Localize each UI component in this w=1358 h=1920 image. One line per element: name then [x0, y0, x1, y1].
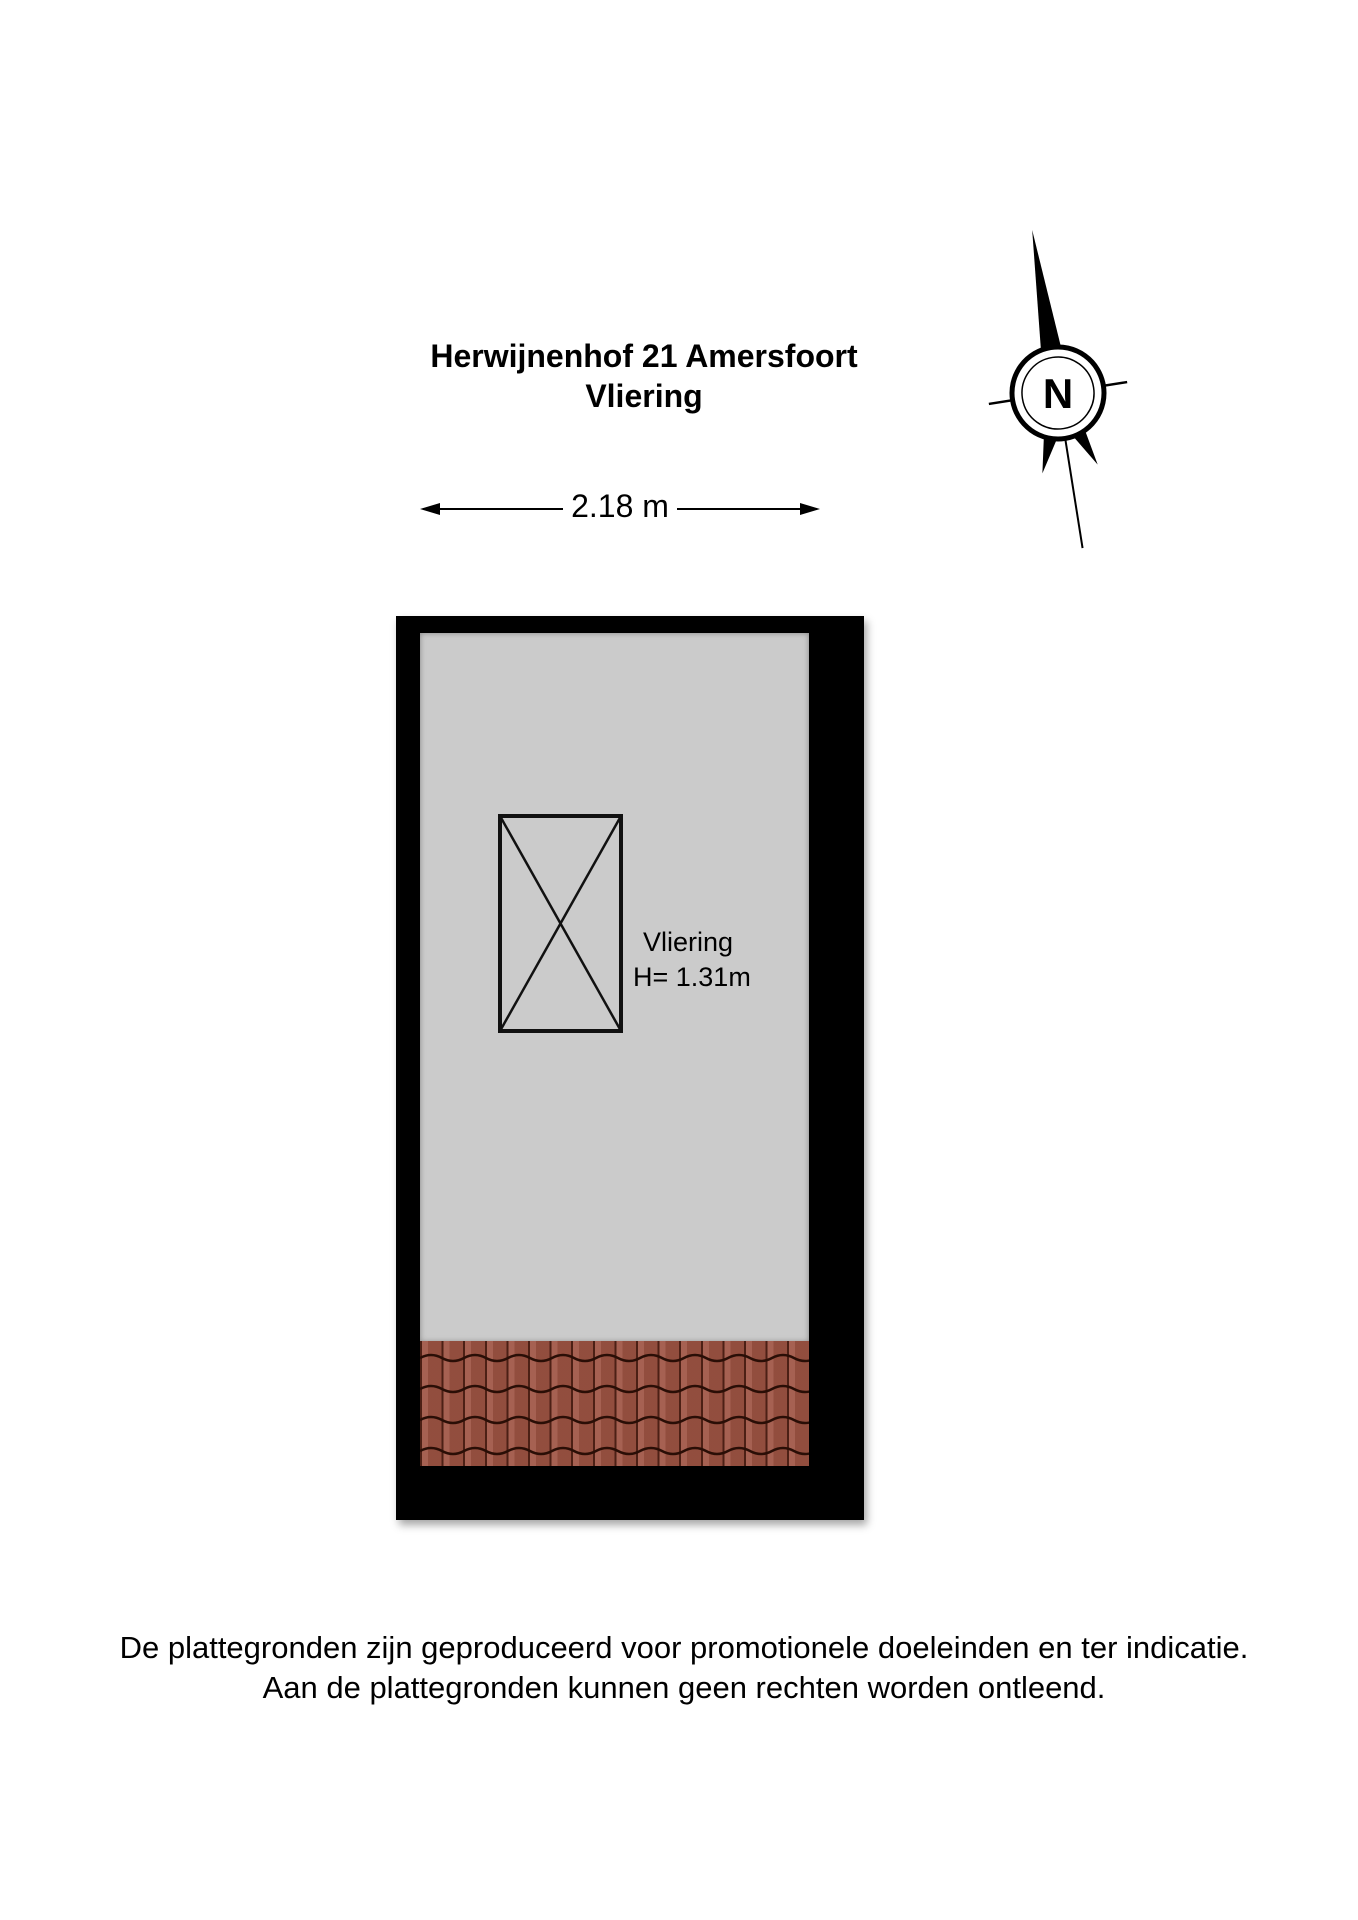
width-dimension-label: 2.18 m — [563, 488, 677, 524]
floor-title: Vliering — [585, 378, 703, 414]
address-title: Herwijnenhof 21 Amersfoort — [430, 338, 858, 374]
roof-tiles — [420, 1341, 809, 1466]
north-label: N — [1042, 370, 1074, 417]
room-name-label: Vliering — [643, 927, 734, 957]
disclaimer-line-2: Aan de plattegronden kunnen geen rechten worden ontleend. — [262, 1670, 1106, 1705]
disclaimer-line-1: De plattegronden zijn geproduceerd voor promotionele doeleinden en ter indicatie. — [119, 1630, 1249, 1665]
north-compass-icon — [980, 220, 1140, 560]
roof-tile-rows — [420, 1341, 809, 1466]
attic-hatch-icon — [497, 813, 625, 1035]
room-height-label: H= 1.31m — [633, 962, 751, 992]
